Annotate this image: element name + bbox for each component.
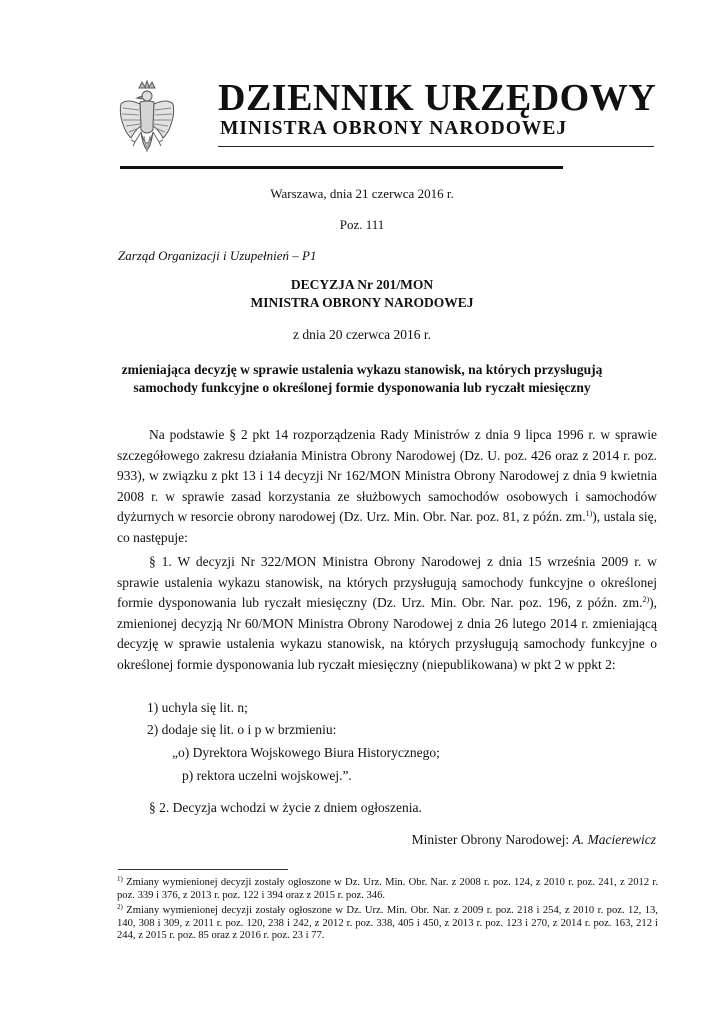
decision-subject-line-1: zmieniająca decyzję w sprawie ustalenia wykazu stanowisk, na których przysługują [121, 362, 603, 377]
footnote-reference-2: 2) [642, 595, 650, 604]
list-item: 2) dodaje się lit. o i p w brzmieniu: [147, 722, 337, 737]
decision-subject-line-2: samochody funkcyjne o określonej formie dysponowania lub ryczałt miesięczny [133, 380, 591, 395]
footnote-2: $^{2)}$ Zmiany wymienionej decyzji zostały ogłoszone w Dz. Urz. Min. Obr. Nar. z 2009 r. poz. 218 i 254, z 2010 r. poz. 12, 13, 140, 308 i 309, z 2011 r. poz. 120, 238 i 242, z 2012 r. poz. 338, 405 i 450, z 2013 r. poz. 123 i 270, z 2014 r. poz. 163, 212 i 244, z 2015 r. poz. 85 oraz z 2016 r. poz. 23 i 77. [117, 903, 658, 942]
decision-date: z dnia 20 czerwca 2016 r. [293, 327, 431, 342]
place-and-date: Warszawa, dnia 21 czerwca 2016 r. [270, 186, 454, 201]
issuing-department: Zarząd Organizacji i Uzupełnień – P1 [118, 248, 317, 263]
quoted-item: „o) Dyrektora Wojskowego Biura Historycznego; [172, 745, 440, 760]
decision-authority: MINISTRA OBRONY NARODOWEJ [250, 295, 474, 310]
quoted-item: p) rektora uczelni wojskowej.”. [182, 768, 352, 783]
signature-role: Minister Obrony Narodowej: [411, 832, 570, 847]
section-2-paragraph: § 2. Decyzja wchodzi w życie z dniem ogłoszenia. [149, 800, 422, 815]
signature-name: A. Macierewicz [572, 832, 656, 847]
masthead-thick-divider [120, 166, 563, 169]
footnote-1: $^{1)}$ Zmiany wymienionej decyzji zostały ogłoszone w Dz. Urz. Min. Obr. Nar. z 2008 r. poz. 124, z 2010 r. poz. 241, z 2012 r. poz. 339 i 376, z 2013 r. poz. 122 i 394 oraz z 2015 r. poz. 346. [117, 875, 658, 901]
masthead-divider [218, 146, 654, 147]
footnote-reference-1: 1) [585, 509, 593, 518]
section-1-paragraph: § 1. W decyzji Nr 322/MON Ministra Obrony Narodowej z dnia 15 września 2009 r. w sprawie ustalenia wykazu stanowisk, na których przysługują samochody funkcyjne o określonej formie dysponowania lub ryczałt miesięczny (Dz. Urz. Min. Obr. Nar. poz. 196, z późn. zm.$^{2)}$), zmienionej decyzją Nr 60/MON Ministra Obrony Narodowej z dnia 26 lutego 2014 r. zmieniającą decyzję w sprawie ustalenia wykazu stanowisk, na których przysługują samochody funkcyjne o określonej formie dysponowania lub ryczałt miesięczny (niepublikowana) w pkt 2 w ppkt 2: [117, 554, 657, 672]
signature [412, 832, 656, 848]
footnote-divider [118, 869, 288, 870]
position-number: Poz. 111 [339, 217, 385, 232]
decision-title: DECYZJA Nr 201/MON [290, 277, 434, 292]
polish-eagle-emblem-icon [117, 80, 177, 166]
masthead-title: DZIENNIK URZĘDOWY [218, 77, 657, 119]
preamble-paragraph: Na podstawie § 2 pkt 14 rozporządzenia Rady Ministrów z dnia 9 lipca 1996 r. w sprawie szczegółowego zakresu działania Ministra Obrony Narodowej (Dz. U. poz. 426 oraz z 2014 r. poz. 933), w związku z pkt 13 i 14 decyzji Nr 162/MON Ministra Obrony Narodowej z dnia 9 kwietnia 2008 r. w sprawie zasad korzystania ze służbowych samochodów osobowych i samochodów dyżurnych w resorcie obrony narodowej (Dz. Urz. Min. Obr. Nar. poz. 81, z późn. zm.$^{1)}$), ustala się, co następuje: [117, 427, 657, 545]
masthead-subtitle: MINISTRA OBRONY NARODOWEJ [220, 118, 568, 139]
list-item: 1) uchyla się lit. n; [147, 700, 248, 715]
